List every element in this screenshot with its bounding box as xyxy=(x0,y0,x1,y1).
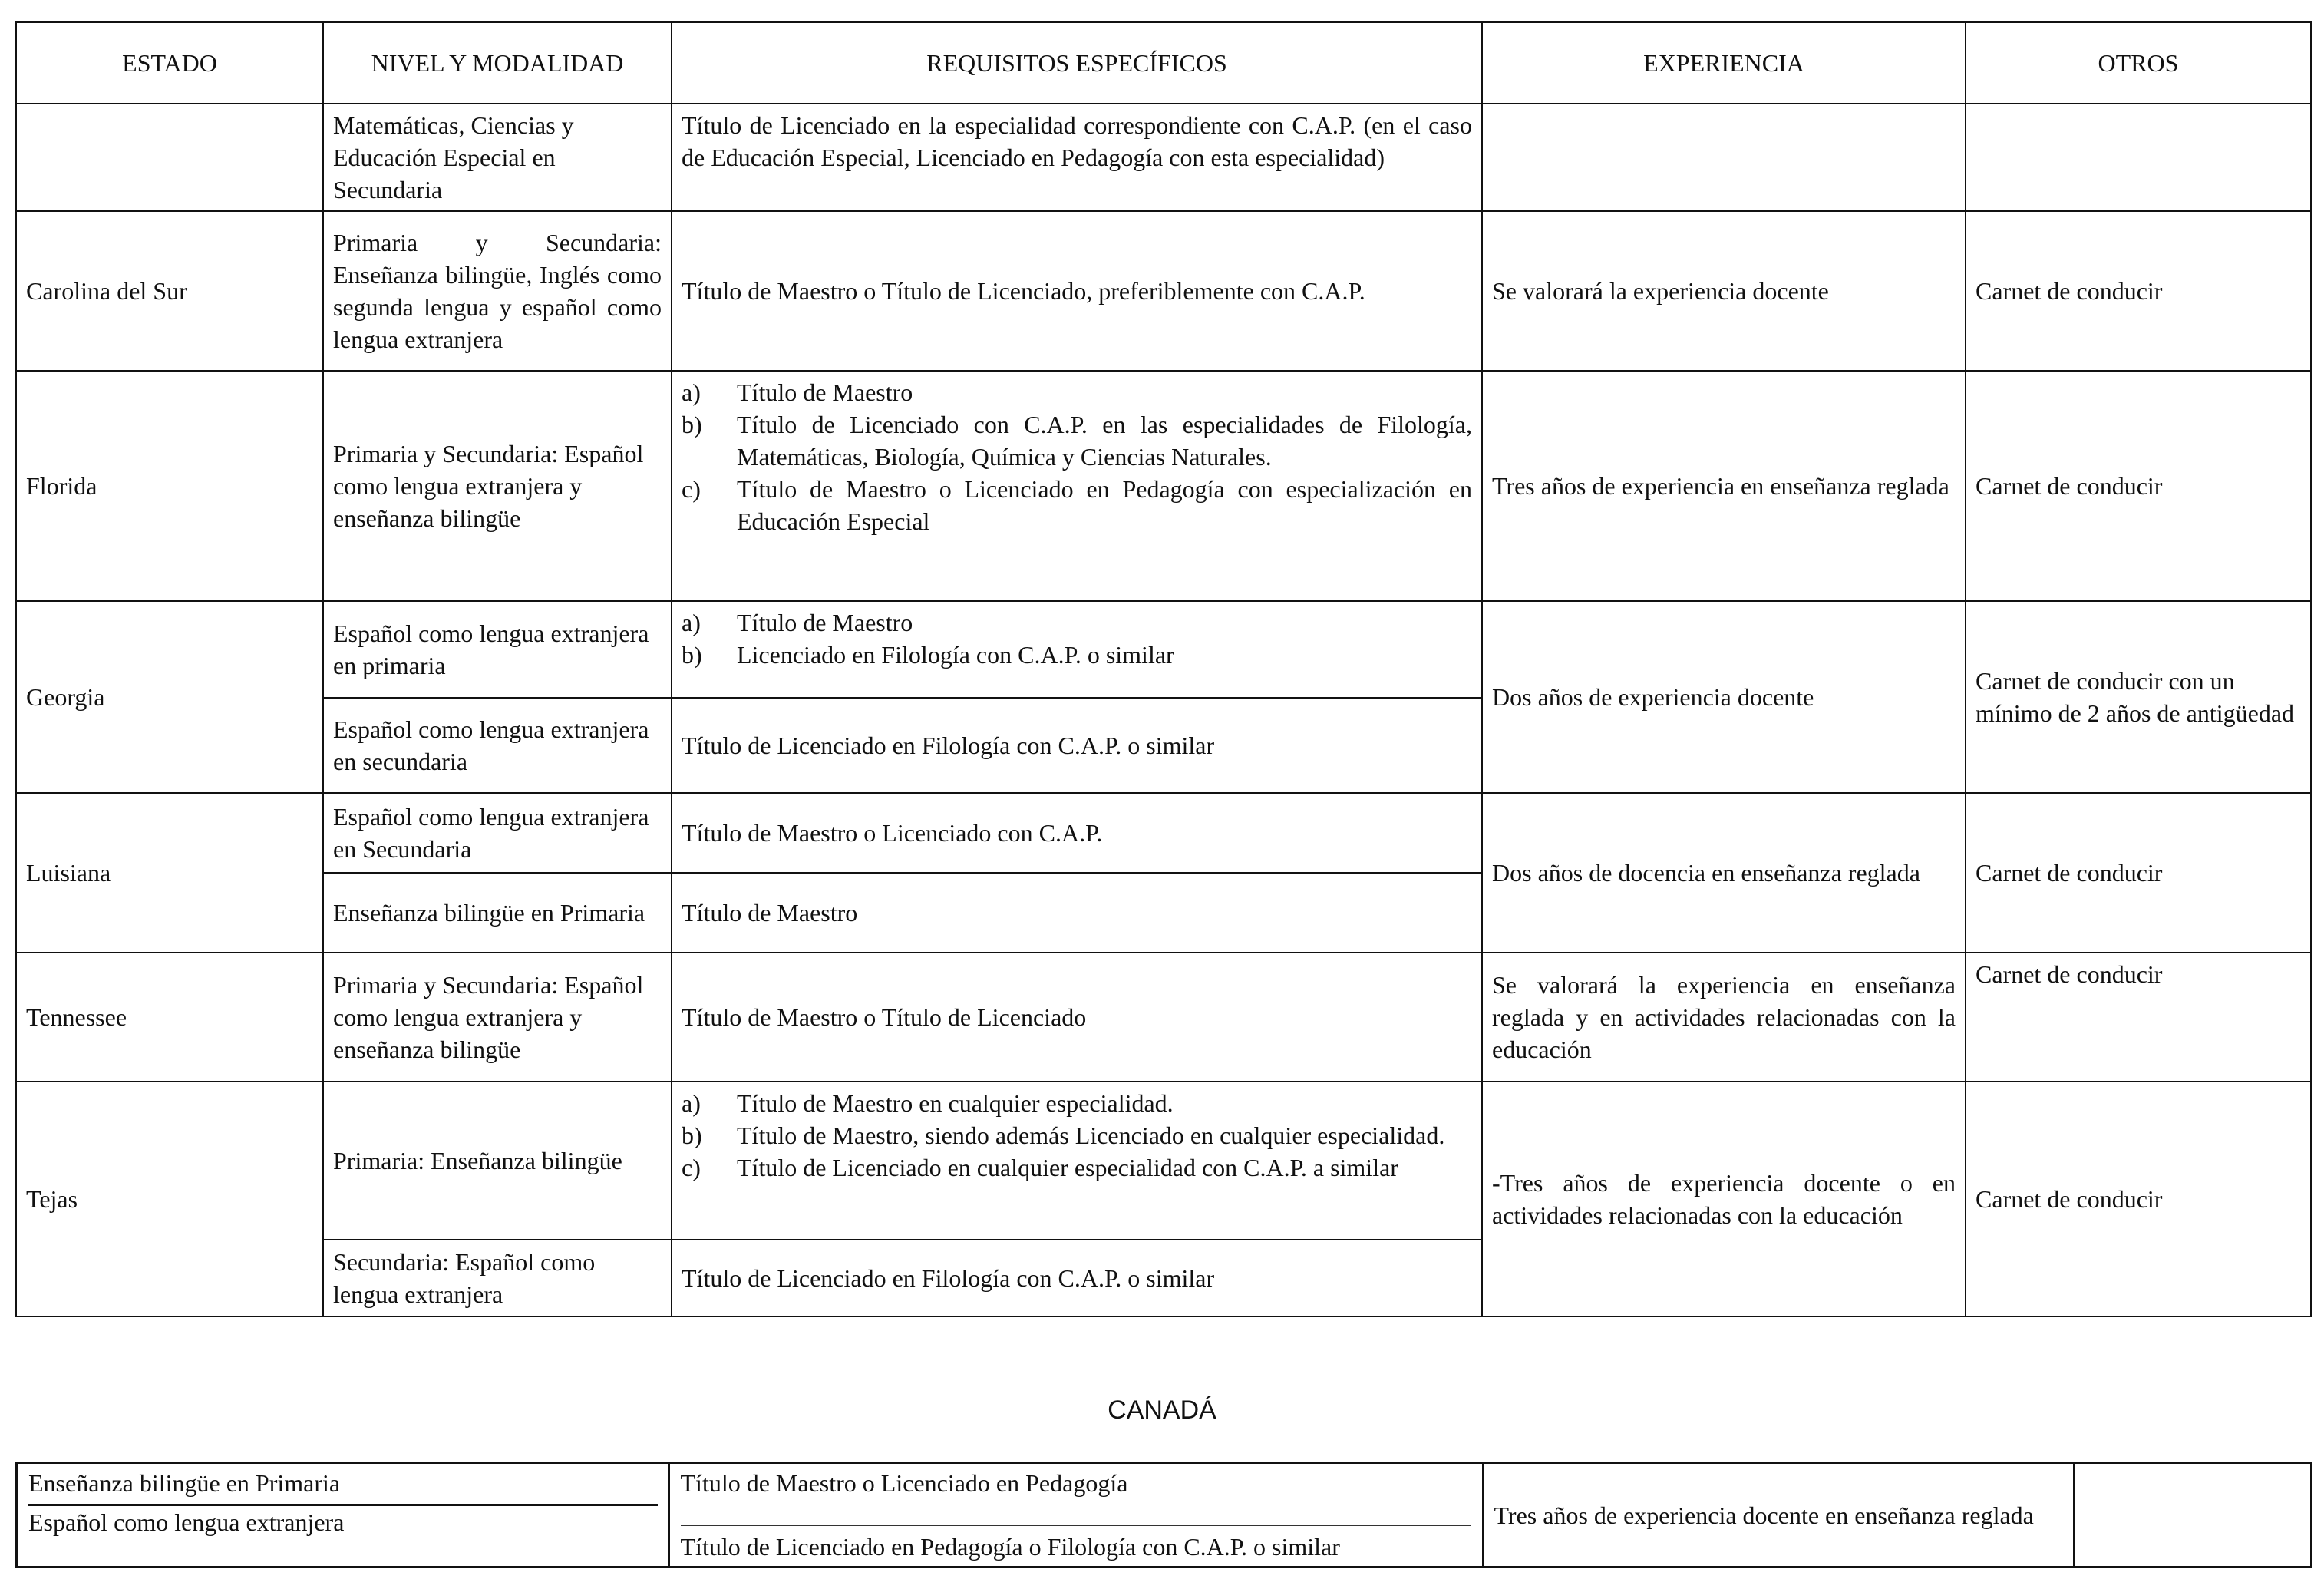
item-marker: c) xyxy=(682,1154,701,1181)
nivel-cell: Primaria: Enseñanza bilingüe xyxy=(323,1082,672,1240)
nivel-cell: Español como lengua extranjera en Secundaria xyxy=(323,793,672,873)
nivel-cell: Enseñanza bilingüe en Primaria xyxy=(323,873,672,953)
nivel-cell xyxy=(17,1463,669,1567)
table-row xyxy=(16,104,2311,211)
canada-requirements-table xyxy=(15,1462,2312,1568)
item-marker: a) xyxy=(682,609,701,636)
item-marker: b) xyxy=(682,1121,702,1149)
list-item xyxy=(682,1151,1472,1184)
experiencia-cell xyxy=(1482,104,1966,211)
requisitos-cell: Título de Licenciado en Filología con C.A.P. o similar xyxy=(672,698,1482,793)
experiencia-cell: Tres años de experiencia docente en enseñanza reglada xyxy=(1483,1463,2074,1567)
table-row xyxy=(16,1082,2311,1240)
requisitos-cell: Título de Maestro o Licenciado con C.A.P. xyxy=(672,793,1482,873)
item-marker: b) xyxy=(682,411,702,438)
requisitos-list xyxy=(682,606,1472,671)
header-requisitos: REQUISITOS ESPECÍFICOS xyxy=(672,22,1482,104)
list-item xyxy=(682,639,1472,671)
experiencia-cell: Dos años de experiencia docente xyxy=(1482,601,1966,793)
requisitos-cell: Título de Maestro xyxy=(672,873,1482,953)
otros-cell: Carnet de conducir con un mínimo de 2 años de antigüedad xyxy=(1966,601,2311,793)
item-text: Título de Licenciado en cualquier especialidad con C.A.P. a similar xyxy=(737,1154,1398,1181)
nivel-cell: Primaria y Secundaria: Español como lengua extranjera y enseñanza bilingüe xyxy=(323,953,672,1082)
table-row xyxy=(16,601,2311,698)
nivel-cell: Secundaria: Español como lengua extranjera xyxy=(323,1240,672,1316)
requisitos-cell xyxy=(672,601,1482,698)
estado-cell: Tennessee xyxy=(16,953,323,1082)
requisitos-cell: Título de Maestro o Título de Licenciado, preferiblemente con C.A.P. xyxy=(672,211,1482,371)
otros-cell: Carnet de conducir xyxy=(1966,211,2311,371)
header-estado: ESTADO xyxy=(16,22,323,104)
requisitos-line: Título de Maestro o Licenciado en Pedagogía xyxy=(680,1469,1128,1497)
requisitos-list xyxy=(682,376,1472,537)
otros-cell: Carnet de conducir xyxy=(1966,1082,2311,1316)
experiencia-cell: Se valorará la experiencia docente xyxy=(1482,211,1966,371)
requisitos-line: Título de Licenciado en Pedagogía o Filología con C.A.P. o similar xyxy=(681,1525,1471,1563)
item-text: Licenciado en Filología con C.A.P. o similar xyxy=(737,641,1174,669)
nivel-cell: Español como lengua extranjera en secundaria xyxy=(323,698,672,793)
header-nivel: NIVEL Y MODALIDAD xyxy=(323,22,672,104)
list-item xyxy=(682,376,1472,408)
item-text: Título de Maestro o Licenciado en Pedagogía con especialización en Educación Especial xyxy=(737,475,1472,535)
otros-cell: Carnet de conducir xyxy=(1966,793,2311,953)
estado-cell xyxy=(16,104,323,211)
experiencia-cell: -Tres años de experiencia docente o en actividades relacionadas con la educación xyxy=(1482,1082,1966,1316)
item-text: Título de Maestro xyxy=(737,378,913,406)
table-row xyxy=(16,953,2311,1082)
header-otros: OTROS xyxy=(1966,22,2311,104)
estado-cell: Luisiana xyxy=(16,793,323,953)
list-item xyxy=(682,1087,1472,1119)
otros-cell: Carnet de conducir xyxy=(1966,953,2311,1082)
requisitos-cell: Título de Licenciado en Filología con C.A.P. o similar xyxy=(672,1240,1482,1316)
item-marker: a) xyxy=(682,378,701,406)
item-marker: a) xyxy=(682,1089,701,1117)
list-item xyxy=(682,606,1472,639)
nivel-cell: Español como lengua extranjera en primaria xyxy=(323,601,672,698)
item-text: Título de Maestro xyxy=(737,609,913,636)
otros-cell xyxy=(1966,104,2311,211)
list-item xyxy=(682,408,1472,473)
table-row xyxy=(16,793,2311,873)
experiencia-cell: Se valorará la experiencia en enseñanza reglada y en actividades relacionadas con la educación xyxy=(1482,953,1966,1082)
requisitos-cell xyxy=(672,1082,1482,1240)
estado-cell: Tejas xyxy=(16,1082,323,1316)
header-row xyxy=(16,22,2311,104)
item-text: Título de Maestro en cualquier especialidad. xyxy=(737,1089,1174,1117)
item-marker: c) xyxy=(682,475,701,503)
otros-cell: Carnet de conducir xyxy=(1966,371,2311,601)
table-row xyxy=(16,371,2311,601)
nivel-cell: Primaria y Secundaria: Enseñanza bilingüe, Inglés como segunda lengua y español como lengua extranjera xyxy=(323,211,672,371)
experiencia-cell: Tres años de experiencia en enseñanza reglada xyxy=(1482,371,1966,601)
nivel-cell: Matemáticas, Ciencias y Educación Especial en Secundaria xyxy=(323,104,672,211)
nivel-line: Español como lengua extranjera xyxy=(28,1508,345,1536)
requisitos-cell: Título de Licenciado en la especialidad correspondiente con C.A.P. (en el caso de Educación Especial, Licenciado en Pedagogía con esta especialidad) xyxy=(672,104,1482,211)
item-text: Título de Licenciado con C.A.P. en las especialidades de Filología, Matemáticas, Biología, Química y Ciencias Naturales. xyxy=(737,411,1472,471)
otros-cell xyxy=(2074,1463,2312,1567)
nivel-cell: Primaria y Secundaria: Español como lengua extranjera y enseñanza bilingüe xyxy=(323,371,672,601)
requisitos-cell xyxy=(672,371,1482,601)
table-row xyxy=(17,1463,2312,1567)
canada-heading: CANADÁ xyxy=(1108,1396,1216,1425)
estado-cell: Carolina del Sur xyxy=(16,211,323,371)
requisitos-cell: Título de Maestro o Título de Licenciado xyxy=(672,953,1482,1082)
requisitos-list xyxy=(682,1087,1472,1184)
header-experiencia: EXPERIENCIA xyxy=(1482,22,1966,104)
list-item xyxy=(682,1119,1472,1151)
usa-requirements-table xyxy=(15,21,2312,1317)
item-text: Título de Maestro, siendo además Licenciado en cualquier especialidad. xyxy=(737,1121,1445,1149)
requisitos-cell xyxy=(669,1463,1483,1567)
experiencia-cell: Dos años de docencia en enseñanza reglada xyxy=(1482,793,1966,953)
item-marker: b) xyxy=(682,641,702,669)
table-row xyxy=(16,211,2311,371)
estado-cell: Georgia xyxy=(16,601,323,793)
estado-cell: Florida xyxy=(16,371,323,601)
list-item xyxy=(682,473,1472,537)
nivel-line: Enseñanza bilingüe en Primaria xyxy=(28,1467,658,1506)
